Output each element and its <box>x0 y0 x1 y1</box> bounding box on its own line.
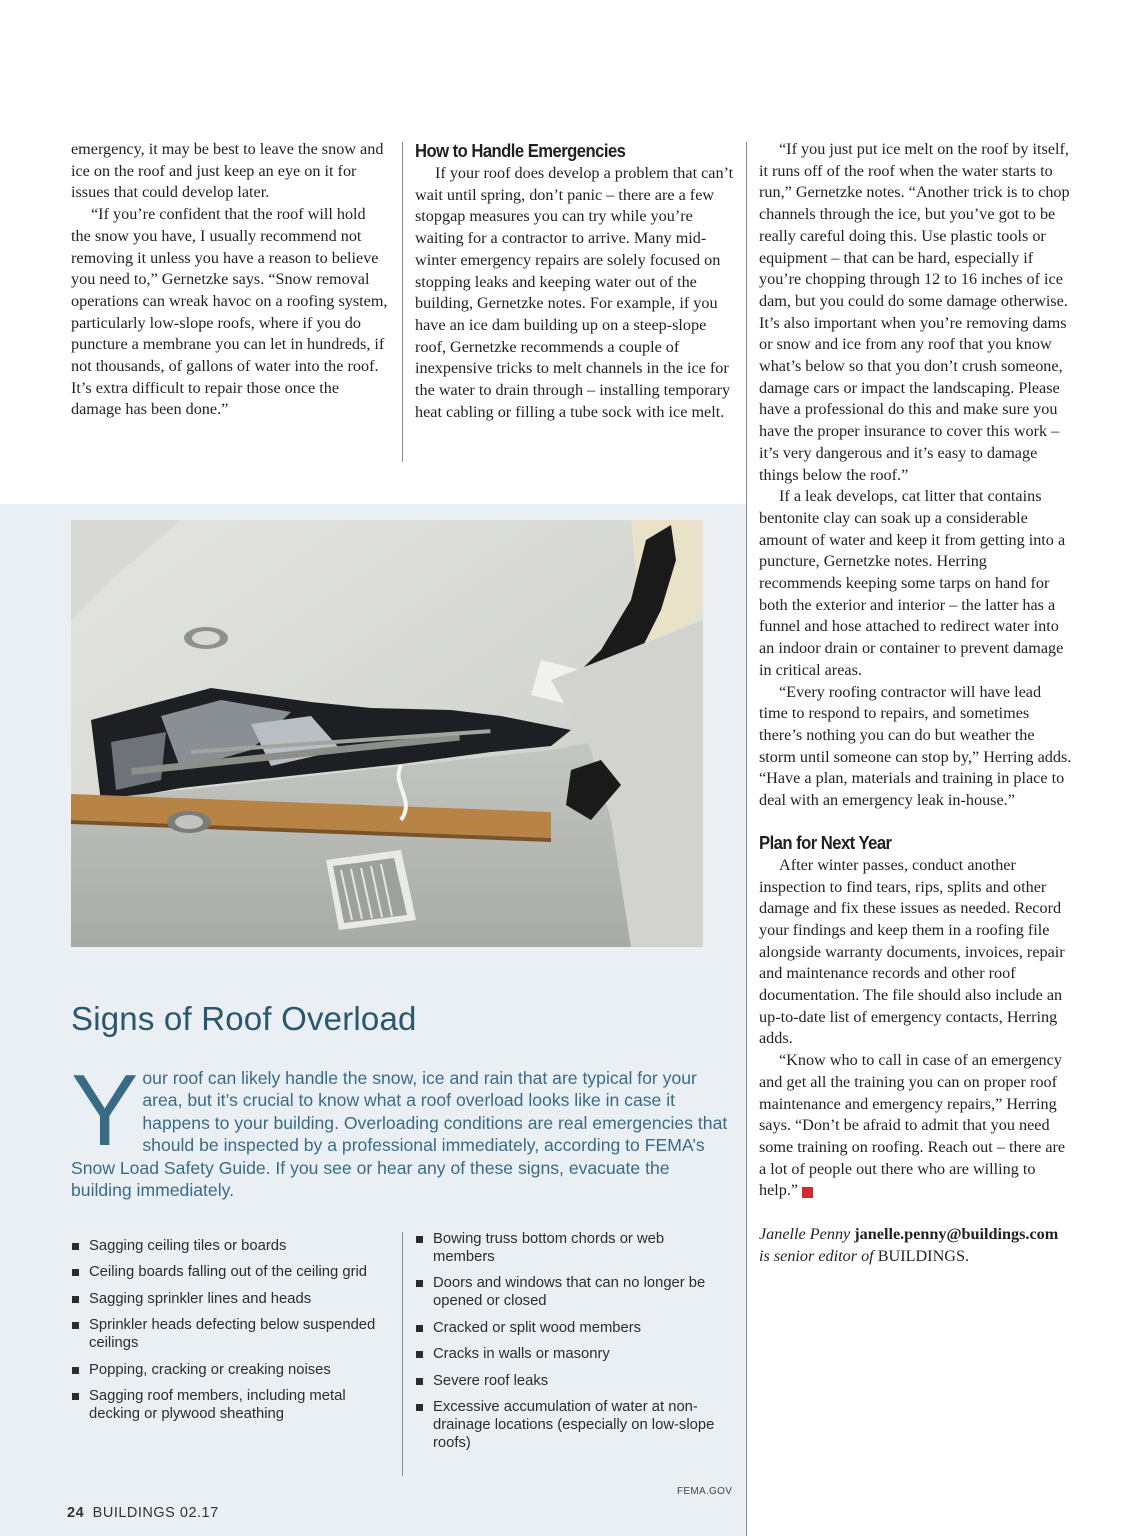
list-item: Cracks in walls or masonry <box>415 1345 715 1363</box>
paragraph: After winter passes, conduct another inspection to find tears, rips, splits and other damage and fix these issues as needed. Record your findings and keep them in a roofing file alongside warranty documents, invoices, repair and maintenance records and other roof documentation. The file should also include an up-to-date list of emergency contacts, Herring adds. <box>759 855 1065 1048</box>
author-role: is senior editor of <box>759 1246 874 1265</box>
list-item: Sprinkler heads defecting below suspended ceilings <box>71 1316 391 1352</box>
section-heading: How to Handle Emergencies <box>415 140 626 161</box>
section-heading: Plan for Next Year <box>759 831 892 853</box>
sidebar-intro <box>71 1055 734 1201</box>
page-folio <box>67 1505 219 1521</box>
list-item: Severe roof leaks <box>415 1372 715 1390</box>
list-item: Excessive accumulation of water at non-drainage locations (especially on low-slope roofs) <box>415 1398 715 1452</box>
end-mark-icon: B <box>802 1187 813 1198</box>
damaged-ceiling-photo <box>71 520 703 947</box>
paragraph: “Every roofing contractor will have lead time to respond to repairs, and sometimes there’s nothing you can do but weather the storm until someone can stop by,” Herring adds. “Have a plan, materials and training in place to deal with an emergency leak in-house.” <box>759 682 1072 810</box>
folio-issue: 02.17 <box>179 1505 219 1521</box>
publication-name: BUILDINGS. <box>877 1246 969 1265</box>
photo-credit: FEMA.GOV <box>677 1486 733 1497</box>
list-item: Doors and windows that can no longer be opened or closed <box>415 1274 715 1310</box>
list-item: Sagging sprinkler lines and heads <box>71 1290 391 1308</box>
list-item: Bowing truss bottom chords or web members <box>415 1230 715 1266</box>
paragraph: emergency, it may be best to leave the snow and ice on the roof and just keep an eye on it for issues that could develop later. <box>71 140 384 202</box>
sidebar-intro-text: our roof can likely handle the snow, ice and rain that are typical for your area, but it’s crucial to know what a roof overload looks like in case it happens to your building. Overloading conditions are real emergencies that should be inspected by a professional immediately, according to FEMA’s Snow Load Safety Guide. If you see or hear any of these signs, evacuate the building immediately. <box>71 1068 728 1201</box>
list-item: Ceiling boards falling out of the ceiling grid <box>71 1263 391 1281</box>
damaged-ceiling-illustration <box>71 520 703 947</box>
column-rule <box>402 142 403 462</box>
list-item: Cracked or split wood members <box>415 1319 715 1337</box>
list-item: Sagging ceiling tiles or boards <box>71 1237 391 1255</box>
paragraph: If your roof does develop a problem that can’t wait until spring, don’t panic – there are a few stopgap measures you can try while you’re waiting for a contractor to arrive. Many mid-winter emergency repairs are solely focused on stopping leaks and keeping water out of the building, Gernetzke notes. For example, if you have an ice dam building up on a steep-slope roof, Gernetzke recommends a couple of inexpensive tricks to melt channels in the ice for the water to drain through – installing temporary heat cabling or filling a tube sock with ice melt. <box>415 164 734 421</box>
list-item: Sagging roof members, including metal decking or plywood sheathing <box>71 1387 391 1423</box>
author-name: Janelle Penny <box>759 1225 851 1244</box>
warning-signs-list-right <box>415 1230 715 1460</box>
column-rule <box>402 1232 403 1476</box>
page-number: 24 <box>67 1505 85 1521</box>
article-column-1 <box>71 139 389 421</box>
paragraph: “If you’re confident that the roof will hold the snow you have, I usually recommend not removing it unless you have a reason to believe you need to,” Gernetzke says. “Snow removal operations can wreak havoc on a roofing system, particularly low-slope roofs, where if you do puncture a membrane you can let in hundreds, if not thousands, of gallons of water into the roof. It’s extra difficult to repair those once the damage has been done.” <box>71 205 388 419</box>
author-bio <box>759 1224 1073 1267</box>
article-column-2 <box>415 139 738 423</box>
warning-signs-list-left <box>71 1237 391 1431</box>
article-column-3 <box>759 139 1073 1267</box>
folio-publication: BUILDINGS <box>92 1505 176 1521</box>
sidebar-title: Signs of Roof Overload <box>71 1000 417 1037</box>
list-item: Popping, cracking or creaking noises <box>71 1361 391 1379</box>
drop-cap: Y <box>71 1055 139 1167</box>
paragraph-text: “Know who to call in case of an emergency and get all the training you can on proper roof maintenance and emergency repairs,” Herring says. “Don’t be afraid to admit that you need some training on roofing. Reach out – there are a lot of people out there who are willing to help.” <box>759 1051 1066 1200</box>
paragraph: “If you just put ice melt on the roof by itself, it runs off of the roof when the water starts to run,” Gernetzke notes. “Another trick is to chop channels through the ice, but you’ve got to be really careful doing this. Use plastic tools or equipment – that can be hard, especially if you’re chopping through 12 to 16 inches of ice dam, but you could do some damage otherwise. It’s also important when you’re removing dams or snow and ice from any roof that you know what’s below so that you don’t crush someone, damage cars or impact the landscaping. Please have a professional do this and make sure you have the proper insurance to cover this work – it’s very dangerous and it’s easy to damage things below the roof.” <box>759 140 1070 484</box>
paragraph: If a leak develops, cat litter that contains bentonite clay can soak up a considerable amount of water and keep it from getting into a puncture, Gernetzke notes. Herring recommends keeping some tarps on hand for both the exterior and interior – the latter has a funnel and hose attached to redirect water into an indoor drain or container to prevent damage in critical areas. <box>759 487 1066 679</box>
author-email[interactable]: janelle.penny@buildings.com <box>854 1225 1059 1244</box>
paragraph <box>759 1050 1073 1202</box>
column-rule <box>746 142 747 1536</box>
